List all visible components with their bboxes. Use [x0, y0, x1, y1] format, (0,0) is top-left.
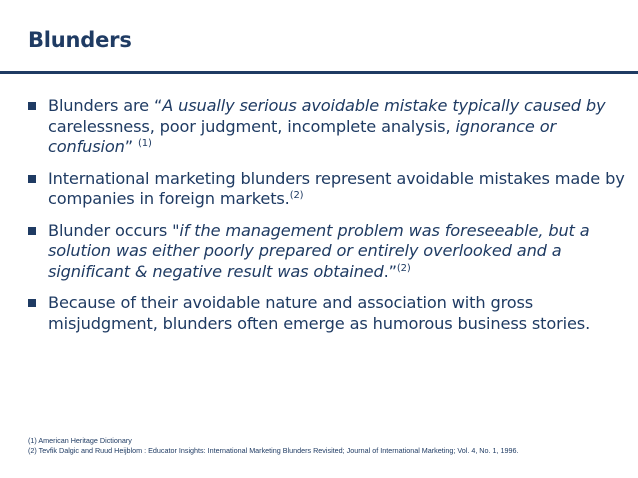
slide-title: Blunders [28, 28, 132, 52]
bullet-text: Because of their avoidable nature and association with gross misjudgment, blunders often emerge as humorous business stories. [48, 293, 591, 333]
bullet-list [26, 96, 626, 345]
bullet-text: carelessness, poor judgment, incomplete analysis, [48, 116, 456, 136]
title-divider [0, 71, 638, 74]
bullet-item [26, 169, 626, 210]
bullet-text: ” [124, 137, 139, 156]
citation-marker: (2) [289, 190, 304, 201]
bullet-text: ignorance or confusion [48, 116, 556, 156]
bullet-item [26, 221, 626, 283]
bullet-text: "if the management problem was foreseeable, but a solution was either poorly prepared or entirely overlooked and a significant & negative result was obtained [48, 220, 590, 281]
reference-2: (2) Tevfik Dalgic and Ruud Heijblom : Educator Insights: International Marketing Blunders Revisited; Journal of International Marketing; Vol. 4, No. 1, 1996. [28, 446, 519, 455]
bullet-item [26, 96, 626, 158]
square-bullet-icon [28, 227, 36, 235]
square-bullet-icon [28, 102, 36, 110]
bullet-text: Blunder occurs [48, 220, 173, 240]
bullet-item [26, 293, 626, 334]
references [28, 436, 518, 456]
square-bullet-icon [28, 299, 36, 307]
reference-1: (1) American Heritage Dictionary [28, 436, 132, 445]
bullet-text: Blunders are “ [48, 96, 163, 115]
square-bullet-icon [28, 175, 36, 183]
bullet-text: .” [383, 261, 397, 281]
citation-marker: (1) [138, 138, 152, 149]
bullet-text: International marketing blunders represent avoidable mistakes made by companies in foreign markets. [48, 168, 625, 208]
bullet-text: A usually serious avoidable mistake typically caused by [162, 96, 606, 115]
citation-marker: (2) [396, 262, 411, 274]
